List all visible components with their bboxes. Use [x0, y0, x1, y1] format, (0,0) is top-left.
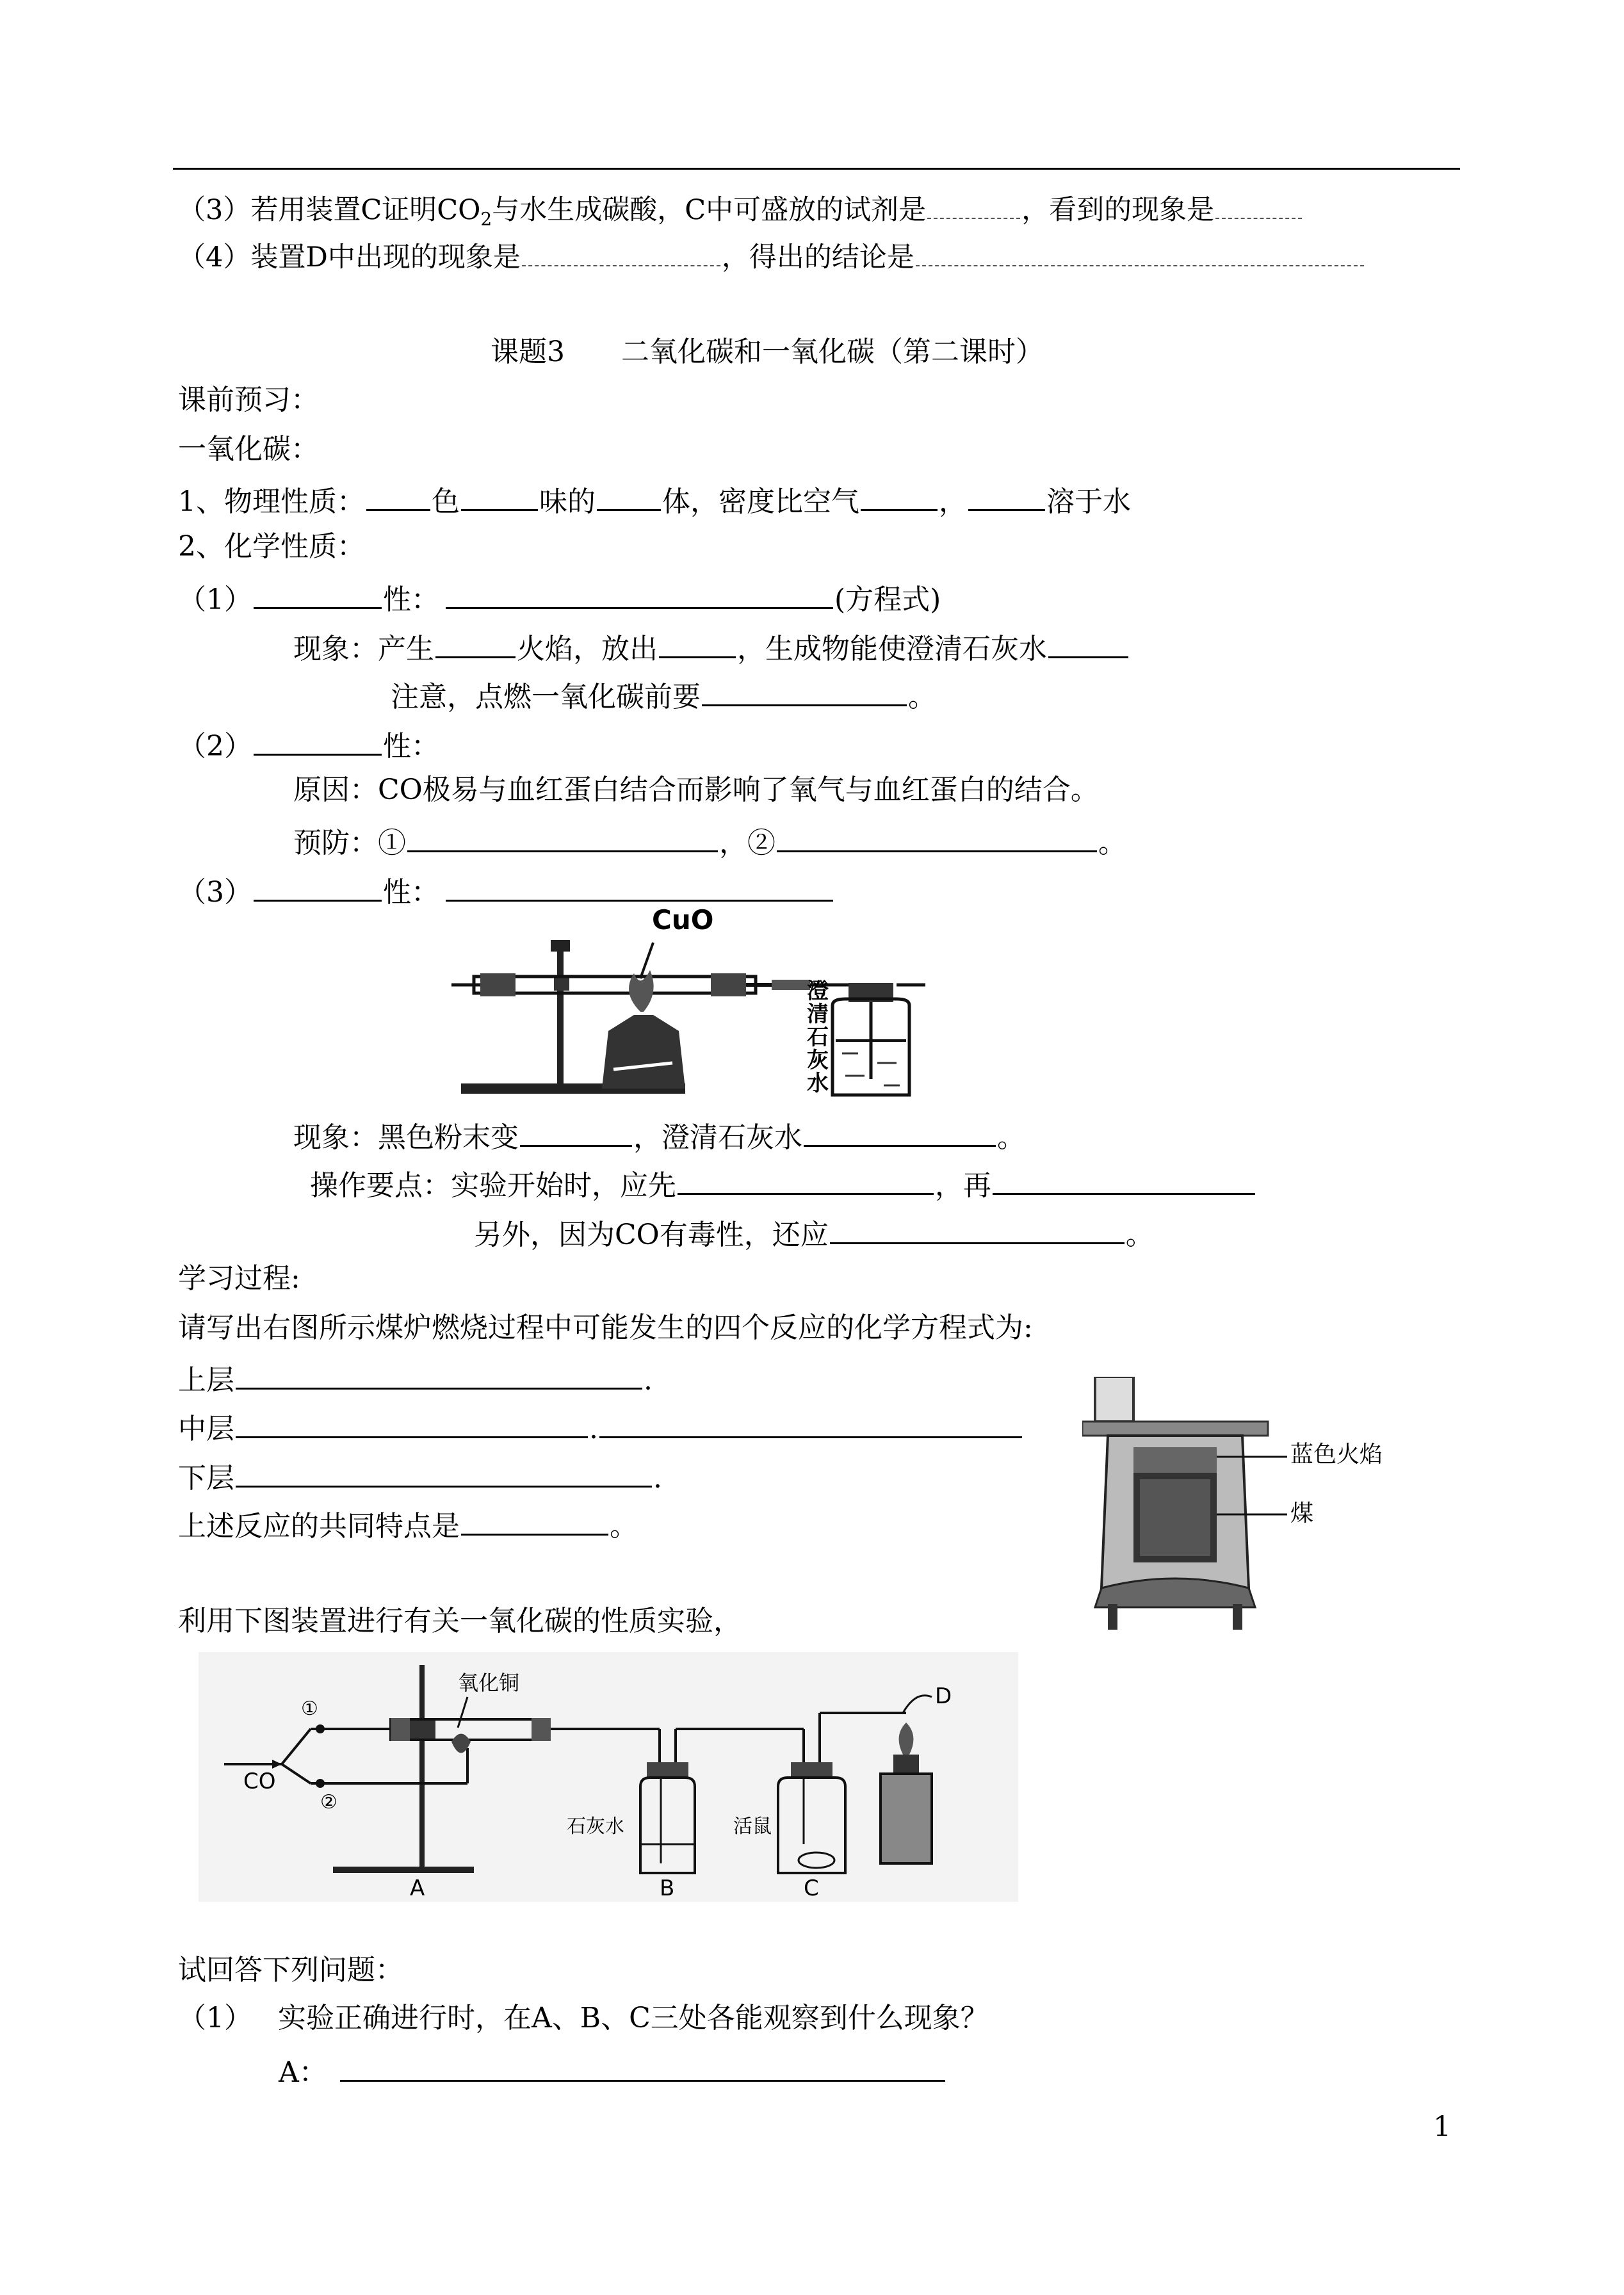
chem-1-property-blank[interactable] — [254, 581, 382, 609]
prevention-2-blank[interactable] — [777, 825, 1097, 852]
density-blank[interactable] — [861, 483, 938, 511]
q3-phenomenon-blank[interactable] — [1215, 192, 1302, 219]
coal-label: 煤 — [1290, 1500, 1314, 1527]
header-rule — [173, 168, 1460, 170]
common-feature-blank[interactable] — [461, 1508, 608, 1536]
upper-layer-line: 上层 . — [178, 1362, 653, 1395]
state-blank[interactable] — [597, 483, 661, 511]
coal-stove-figure — [1082, 1377, 1428, 1633]
label-c: C — [804, 1876, 819, 1901]
co-experiment-figure — [199, 1652, 1018, 1902]
limewater-b-label: 石灰水 — [567, 1815, 624, 1838]
copper-oxide-label: 氧化铜 — [458, 1671, 520, 1695]
chem-1-equation-blank[interactable] — [446, 581, 833, 609]
middle-layer-line: 中层 . — [178, 1411, 1023, 1443]
process-heading: 学习过程: — [178, 1262, 300, 1295]
experiment-intro: 利用下图装置进行有关一氧化碳的性质实验， — [178, 1605, 742, 1637]
answer-a-line: A： — [279, 2054, 946, 2087]
blue-flame-label: 蓝色火焰 — [1290, 1441, 1383, 1468]
odor-blank[interactable] — [461, 483, 538, 511]
chem-3-property-blank[interactable] — [254, 874, 382, 902]
q3-reagent-blank[interactable] — [927, 192, 1020, 219]
upper-layer-blank[interactable] — [236, 1362, 642, 1390]
answer-a-blank[interactable] — [340, 2054, 945, 2082]
heat-blank[interactable] — [659, 631, 736, 658]
label-d: D — [935, 1683, 952, 1709]
chem-3-equation-blank[interactable] — [446, 874, 833, 902]
question-4-line — [178, 239, 1365, 272]
q3-text-c: ，看到的现象是 — [1021, 194, 1215, 226]
flame-color-blank[interactable] — [435, 631, 516, 658]
chem-1-note-line: 注意，点燃一氧化碳前要 。 — [391, 679, 936, 711]
process-intro: 请写出右图所示煤炉燃烧过程中可能发生的四个反应的化学方程式为: — [178, 1311, 1033, 1344]
co-experiment-drawing — [199, 1652, 1018, 1902]
lower-layer-blank[interactable] — [236, 1460, 652, 1488]
chem-2-property-blank[interactable] — [254, 728, 382, 756]
co-inlet-label: CO — [243, 1769, 276, 1794]
cuo-label: CuO — [652, 904, 714, 936]
limewater-change-blank[interactable] — [804, 1119, 996, 1147]
q4-phenomenon-blank[interactable] — [522, 239, 720, 266]
question-1-line: （1） 实验正确进行时，在A、B、C三处各能观察到什么现象？ — [178, 2002, 989, 2034]
q4-text-b: ，得出的结论是 — [721, 241, 914, 273]
color-blank[interactable] — [366, 483, 430, 511]
questions-heading: 试回答下列问题： — [178, 1954, 403, 1986]
question-3-line — [178, 192, 1303, 229]
chem-2-prevention-line: 预防：① ，② 。 — [293, 825, 1126, 857]
prevention-1-blank[interactable] — [407, 825, 718, 852]
valve-1-label: ① — [301, 1698, 318, 1720]
q3-text-b: 与水生成碳酸，C中可盛放的试剂是 — [492, 194, 927, 226]
operation-points-line: 操作要点：实验开始时，应先 ，再 — [310, 1167, 1256, 1200]
q3-subscript: 2 — [480, 208, 492, 230]
preview-heading: 课前预习： — [178, 384, 319, 416]
q4-text-a: （4）装置D中出现的现象是 — [178, 241, 521, 273]
common-feature-line: 上述反应的共同特点是 。 — [178, 1508, 638, 1541]
middle-layer-blank-2[interactable] — [599, 1411, 1022, 1438]
tail-gas-line: 另外，因为CO有毒性，还应 。 — [474, 1217, 1154, 1249]
ignition-note-blank[interactable] — [702, 679, 907, 706]
chem-2-reason: 原因：CO极易与血红蛋白结合而影响了氧气与血红蛋白的结合。 — [293, 774, 1099, 806]
chem-1-phenomenon-line: 现象：产生 火焰，放出 ，生成物能使澄清石灰水 — [293, 631, 1130, 663]
limewater-blank[interactable] — [1048, 631, 1128, 658]
first-step-blank[interactable] — [678, 1167, 934, 1195]
chem-3-phenomenon-line: 现象：黑色粉末变 ，澄清石灰水 。 — [293, 1119, 1025, 1152]
label-b: B — [660, 1876, 675, 1901]
lower-layer-line: 下层 . — [178, 1460, 662, 1493]
chem-2-line: （2） 性： — [178, 728, 439, 761]
q3-text-a: （3）若用装置C证明CO — [178, 194, 481, 226]
tail-gas-blank[interactable] — [830, 1217, 1125, 1244]
chem-3-line: （3） 性： — [178, 874, 834, 907]
physical-properties-line: 1、物理性质： 色 味的 体，密度比空气 ， 溶于水 — [178, 483, 1131, 516]
q4-conclusion-blank[interactable] — [916, 239, 1364, 266]
limewater-label: 澄 清 石 灰 水 — [807, 978, 829, 1096]
lesson-title: 课题3 二氧化碳和一氧化碳（第二课时） — [491, 336, 1044, 368]
live-mouse-label: 活鼠 — [733, 1815, 772, 1838]
valve-2-label: ② — [320, 1791, 337, 1813]
chemical-properties-heading: 2、化学性质： — [178, 530, 365, 563]
co-heading: 一氧化碳： — [178, 433, 319, 466]
second-step-blank[interactable] — [993, 1167, 1255, 1195]
middle-layer-blank-1[interactable] — [236, 1411, 588, 1438]
powder-color-blank[interactable] — [520, 1119, 632, 1147]
page-number: 1 — [1433, 2111, 1451, 2143]
label-a: A — [410, 1876, 425, 1901]
chem-1-line: （1） 性： (方程式) — [178, 581, 941, 614]
cuo-reduction-apparatus-figure — [448, 903, 973, 1101]
coal-stove-drawing — [1082, 1377, 1428, 1633]
solubility-blank[interactable] — [968, 483, 1045, 511]
